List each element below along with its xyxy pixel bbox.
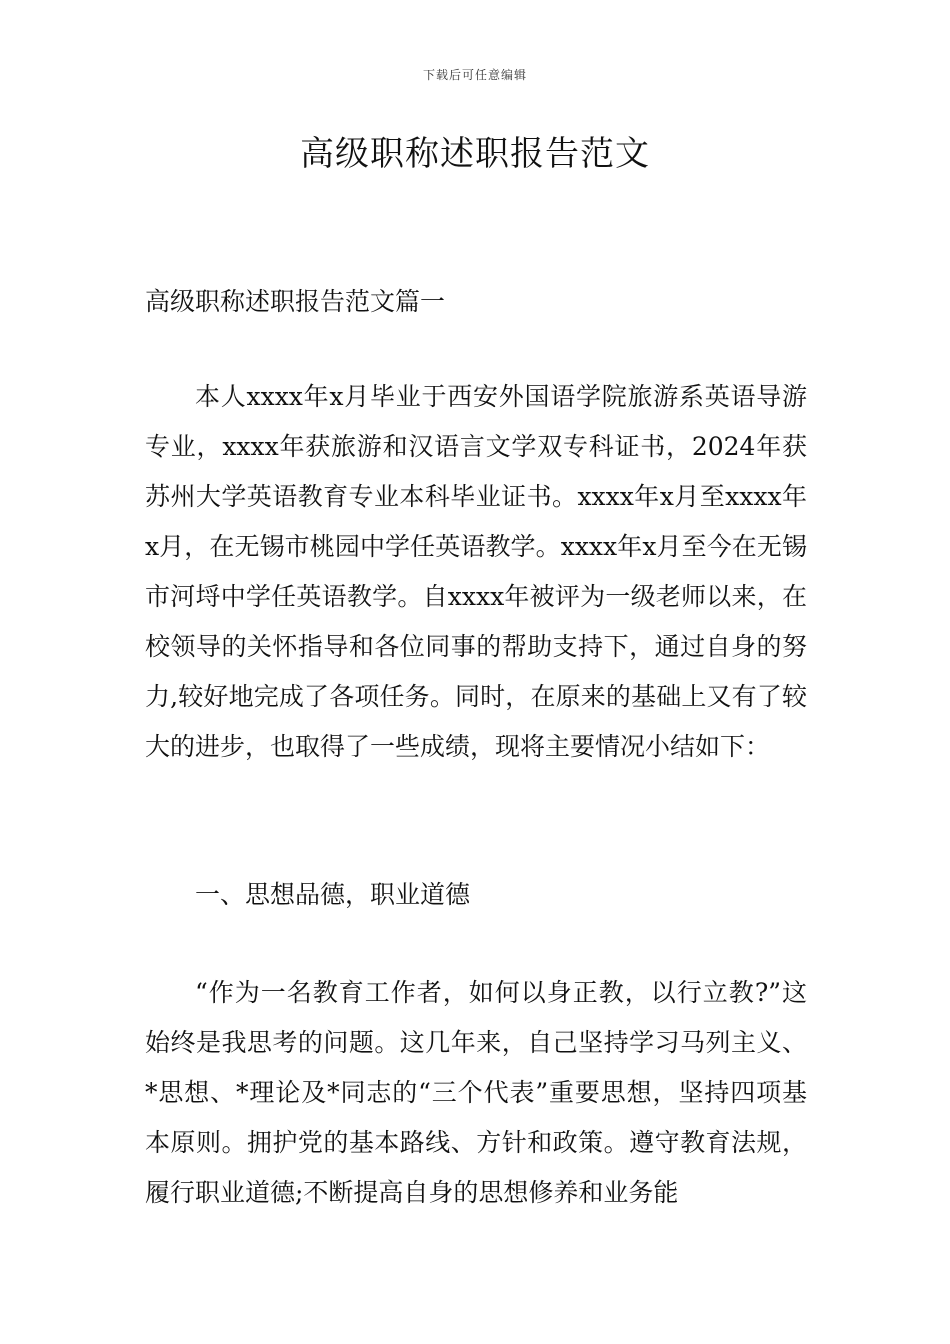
section-heading: 一、思想品德，职业道德 [195,880,471,909]
paragraph-intro: 本人xxxx年x月毕业于西安外国语学院旅游系英语导游专业，xxxx年获旅游和汉语言文学双专科证书，2024年获苏州大学英语教育专业本科毕业证书。xxxx年x月至xxxx年x月，在无锡市桃园中学任英语教学。xxxx年x月至今在无锡市河埒中学任英语教学。自xxxx年被评为一级老师以来，在校领导的关怀指导和各位同事的帮助支持下，通过自身的努力,较好地完成了各项任务。同时，在原来的基础上又有了较大的进步，也取得了一些成绩，现将主要情况小结如下： [145,382,807,761]
document-title: 高级职称述职报告范文 [300,134,650,174]
header-note: 下载后可任意编辑 [422,68,527,82]
section-title: 高级职称述职报告范文篇一 [145,287,446,316]
paragraph-ideology: “作为一名教育工作者，如何以身正教，以行立教?”这始终是我思考的问题。这几年来，自己坚持学习马列主义、*思想、*理论及*同志的“三个代表”重要思想，坚持四项基本原则。拥护党的基本路线、方针和政策。遵守教育法规，履行职业道德;不断提高自身的思想修养和业务能 [145,978,807,1207]
